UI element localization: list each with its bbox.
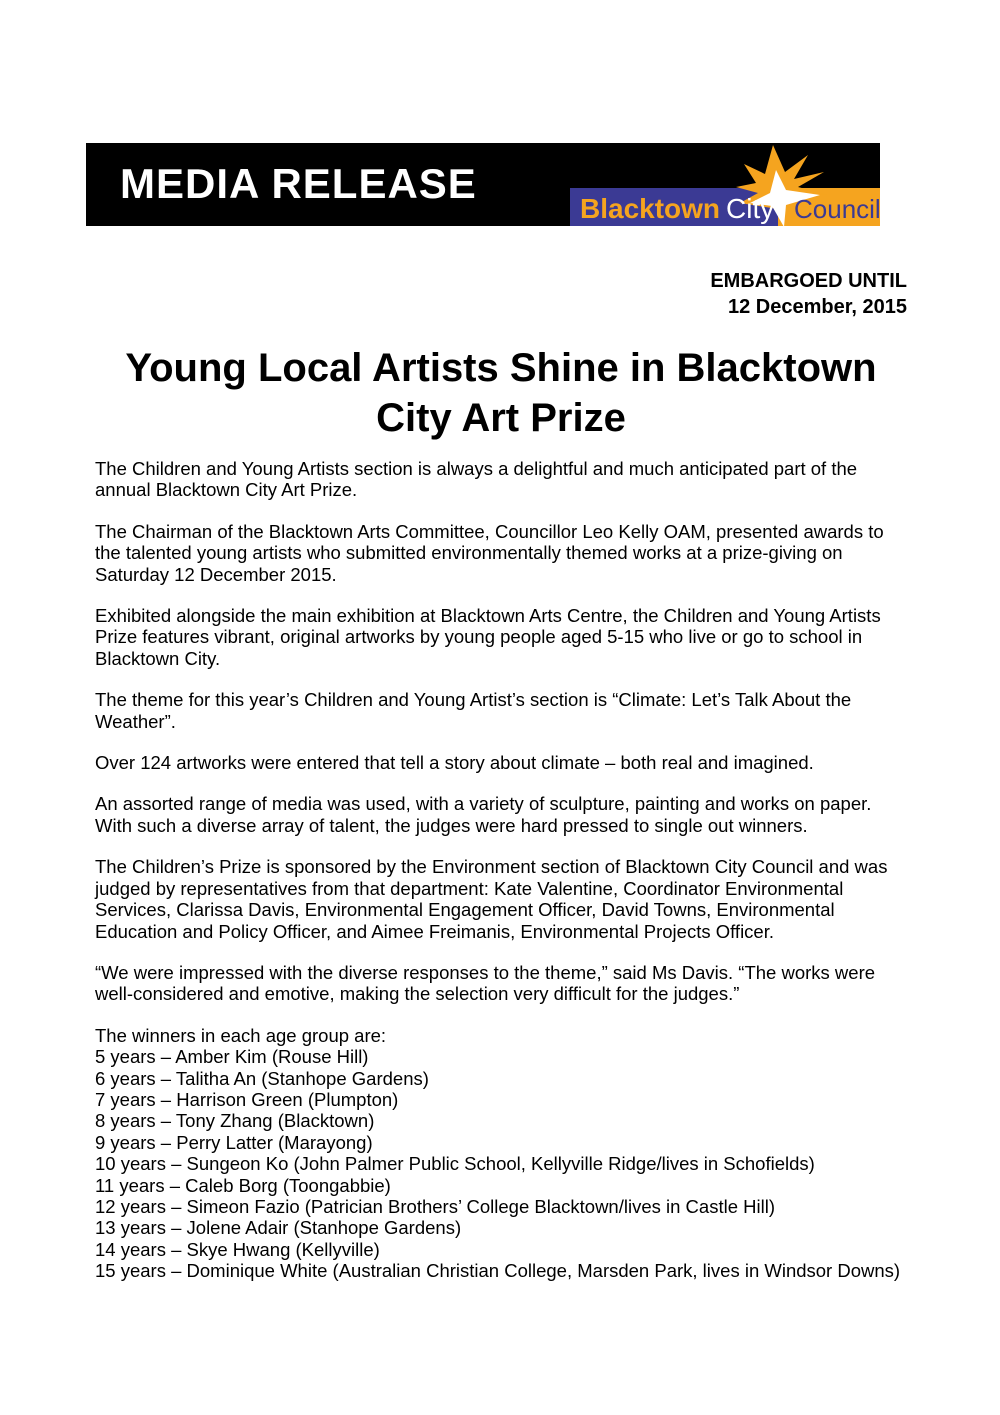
winner-line: 8 years – Tony Zhang (Blacktown) xyxy=(95,1110,375,1132)
paragraph: Over 124 artworks were entered that tell a story about climate – both real and imagined. xyxy=(95,752,814,774)
paragraph: The Children’s Prize is sponsored by the Environment section of Blacktown City Council and was judged by representatives from that department: Kate Valentine, Coordinator Environmental Services, Clarissa Davis, Environmental Engagement Officer, David Towns, Environmental Education and Policy Officer, and Aimee Freimanis, Environmental Projects Officer. xyxy=(95,856,888,942)
embargo-line-2: 12 December, 2015 xyxy=(727,296,907,318)
logo-word-city: City xyxy=(726,193,775,224)
embargo-line-1: EMBARGOED UNTIL xyxy=(710,270,907,292)
winners-intro: The winners in each age group are: xyxy=(95,1024,387,1046)
winner-line: 13 years – Jolene Adair (Stanhope Gardens) xyxy=(95,1217,462,1239)
blacktown-city-council-logo xyxy=(570,143,880,226)
winner-line: 11 years – Caleb Borg (Toongabbie) xyxy=(95,1174,391,1196)
winner-line: 14 years – Skye Hwang (Kellyville) xyxy=(95,1238,380,1260)
logo-word-council: Council xyxy=(794,194,881,224)
winner-line: 15 years – Dominique White (Australian Christian College, Marsden Park, lives in Windsor Downs) xyxy=(95,1260,901,1282)
winner-line: 6 years – Talitha An (Stanhope Gardens) xyxy=(95,1067,429,1089)
paragraph: The theme for this year’s Children and Young Artist’s section is “Climate: Let’s Talk About the Weather”. xyxy=(95,689,852,732)
logo-word-blacktown: Blacktown xyxy=(580,193,721,224)
page-title: Young Local Artists Shine in Blacktown City Art Prize xyxy=(125,346,877,440)
header-banner xyxy=(86,143,880,226)
paragraph: The Chairman of the Blacktown Arts Committee, Councillor Leo Kelly OAM, presented awards to the talented young artists who submitted environmentally themed works at a prize-giving on Saturday 12 December 2015. xyxy=(95,520,884,585)
paragraph: The Children and Young Artists section is always a delightful and much anticipated part of the annual Blacktown City Art Prize. xyxy=(95,458,858,501)
winner-line: 9 years – Perry Latter (Marayong) xyxy=(95,1131,373,1153)
paragraph: An assorted range of media was used, with a variety of sculpture, painting and works on paper. With such a diverse array of talent, the judges were hard pressed to single out winners. xyxy=(95,793,872,836)
document-body xyxy=(95,226,907,1282)
winner-line: 12 years – Simeon Fazio (Patrician Brothers’ College Blacktown/lives in Castle Hill) xyxy=(95,1195,775,1217)
winner-line: 7 years – Harrison Green (Plumpton) xyxy=(95,1088,399,1110)
paragraph: Exhibited alongside the main exhibition at Blacktown Arts Centre, the Children and Young Artists Prize features vibrant, original artworks by young people aged 5-15 who live or go to school in Blacktown City. xyxy=(95,605,881,669)
winner-line: 10 years – Sungeon Ko (John Palmer Public School, Kellyville Ridge/lives in Schofields) xyxy=(95,1153,815,1175)
paragraph: “We were impressed with the diverse responses to the theme,” said Ms Davis. “The works were well-considered and emotive, making the selection very difficult for the judges.” xyxy=(95,961,876,1005)
winner-line: 5 years – Amber Kim (Rouse Hill) xyxy=(95,1046,369,1068)
banner-title: MEDIA RELEASE xyxy=(120,159,477,207)
winners-list xyxy=(95,1025,907,1282)
embargo-notice xyxy=(95,268,907,320)
